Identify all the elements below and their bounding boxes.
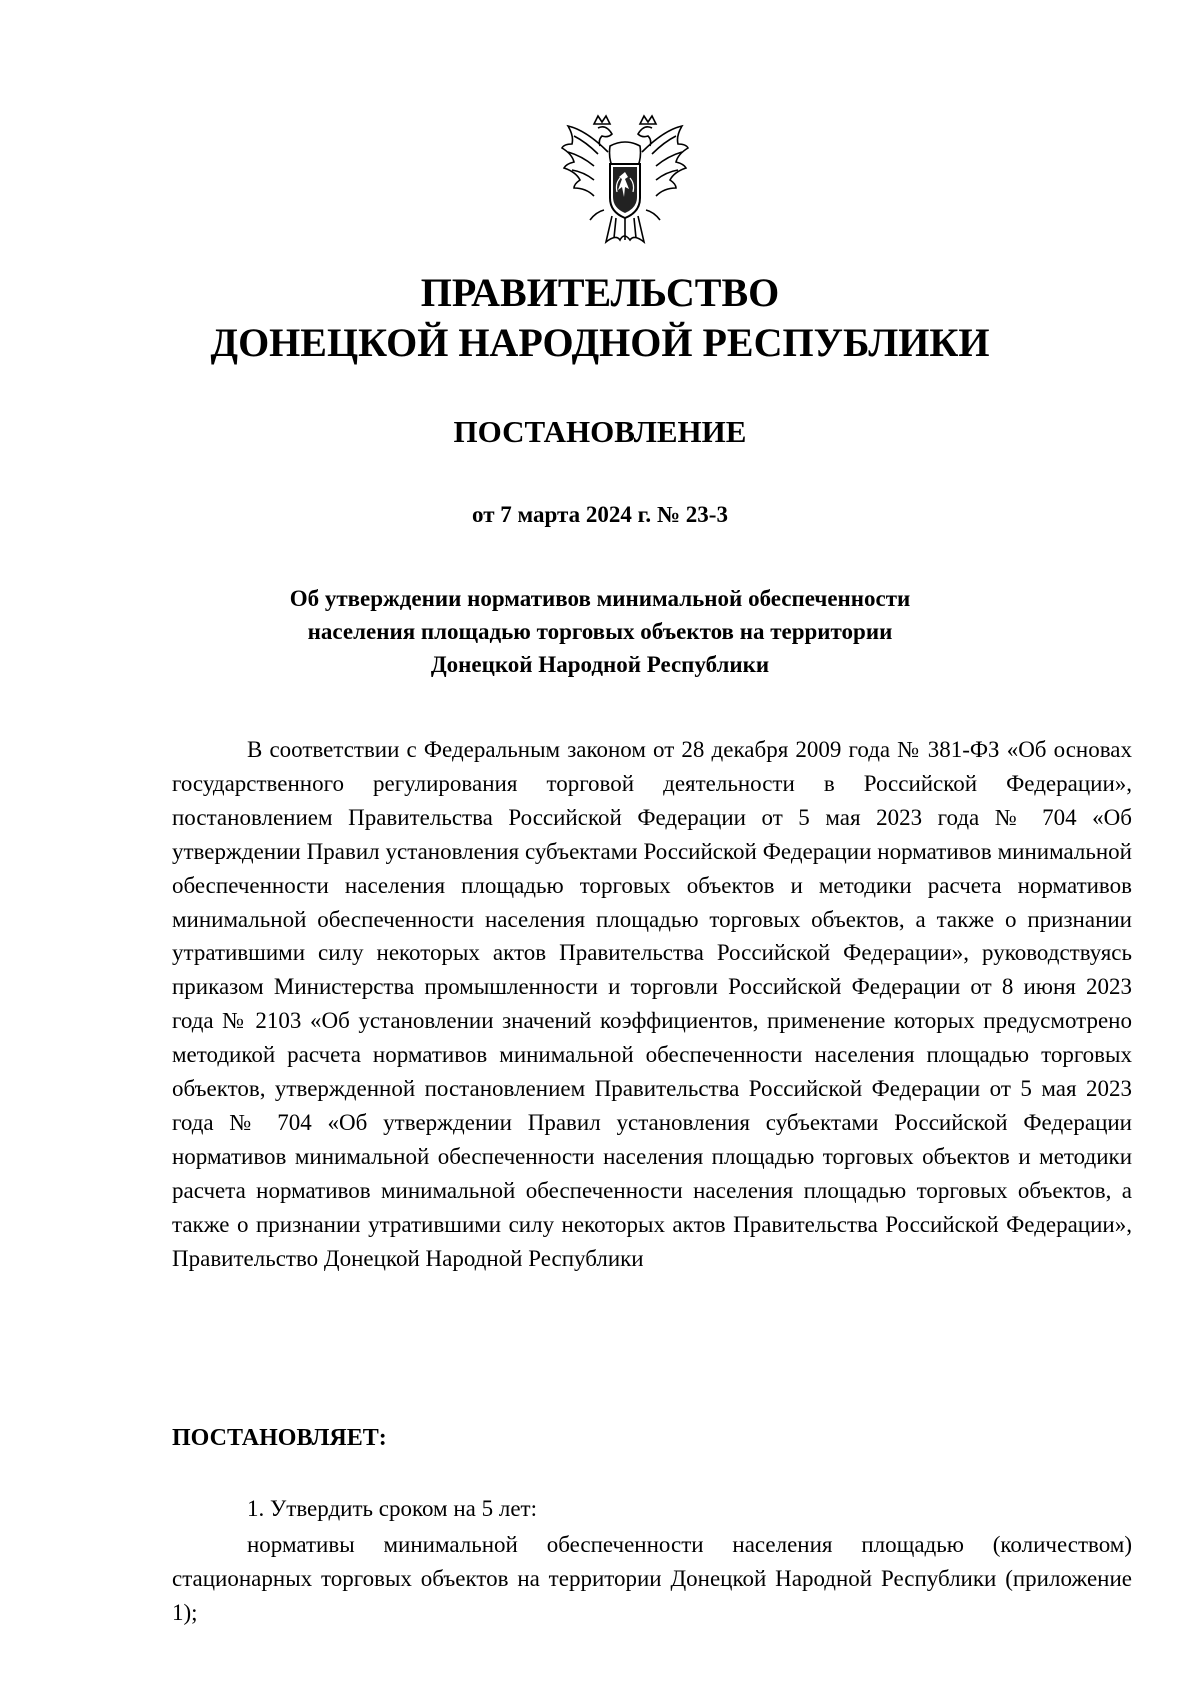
document-type: ПОСТАНОВЛЕНИЕ: [453, 414, 747, 449]
document-subject: [0, 582, 1200, 681]
org-name-line-1: ПРАВИТЕЛЬСТВО: [420, 270, 780, 315]
org-name-line-2: ДОНЕЦКОЙ НАРОДНОЙ РЕСПУБЛИКИ: [210, 320, 990, 365]
subject-line-2: населения площадью торговых объектов на территории: [307, 619, 893, 644]
document-date-number: от 7 марта 2024 г. № 23-3: [472, 502, 728, 527]
subject-line-1: Об утверждении нормативов минимальной обеспеченности: [289, 586, 911, 611]
preamble-paragraph: В соответствии с Федеральным законом от 28 декабря 2009 года № 381-ФЗ «Об основах государственного регулирования торговой деятельности в Российской Федерации», постановлением Правительства Российской Федерации от 5 мая 2023 года № 704 «Об утверждении Правил установления субъектами Российской Федерации нормативов минимальной обеспеченности населения площадью торговых объектов и методики расчета нормативов минимальной обеспеченности населения площадью торговых объектов, а также о признании утратившими силу некоторых актов Правительства Российской Федерации», руководствуясь приказом Министерства промышленности и торговли Российской Федерации от 8 июня 2023 года № 2103 «Об установлении значений коэффициентов, применение которых предусмотрено методикой расчета нормативов минимальной обеспеченности населения площадью торговых объектов, утвержденной постановлением Правительства Российской Федерации от 5 мая 2023 года № 704 «Об утверждении Правил установления субъектами Российской Федерации нормативов минимальной обеспеченности населения площадью торговых объектов и методики расчета нормативов минимальной обеспеченности населения площадью торговых объектов, а также о признании утратившими силу некоторых актов Правительства Российской Федерации», Правительство Донецкой Народной Республики: [172, 737, 1132, 1271]
resolves-heading: ПОСТАНОВЛЯЕТ:: [172, 1425, 387, 1451]
item-1-text: нормативы минимальной обеспеченности населения площадью (количеством) стационарных торговых объектов на территории Донецкой Народной Республики (приложение 1);: [172, 1532, 1132, 1625]
item-1-heading: 1. Утвердить сроком на 5 лет:: [247, 1496, 537, 1521]
subject-line-3: Донецкой Народной Республики: [430, 652, 770, 677]
coat-of-arms-icon: [560, 112, 690, 262]
